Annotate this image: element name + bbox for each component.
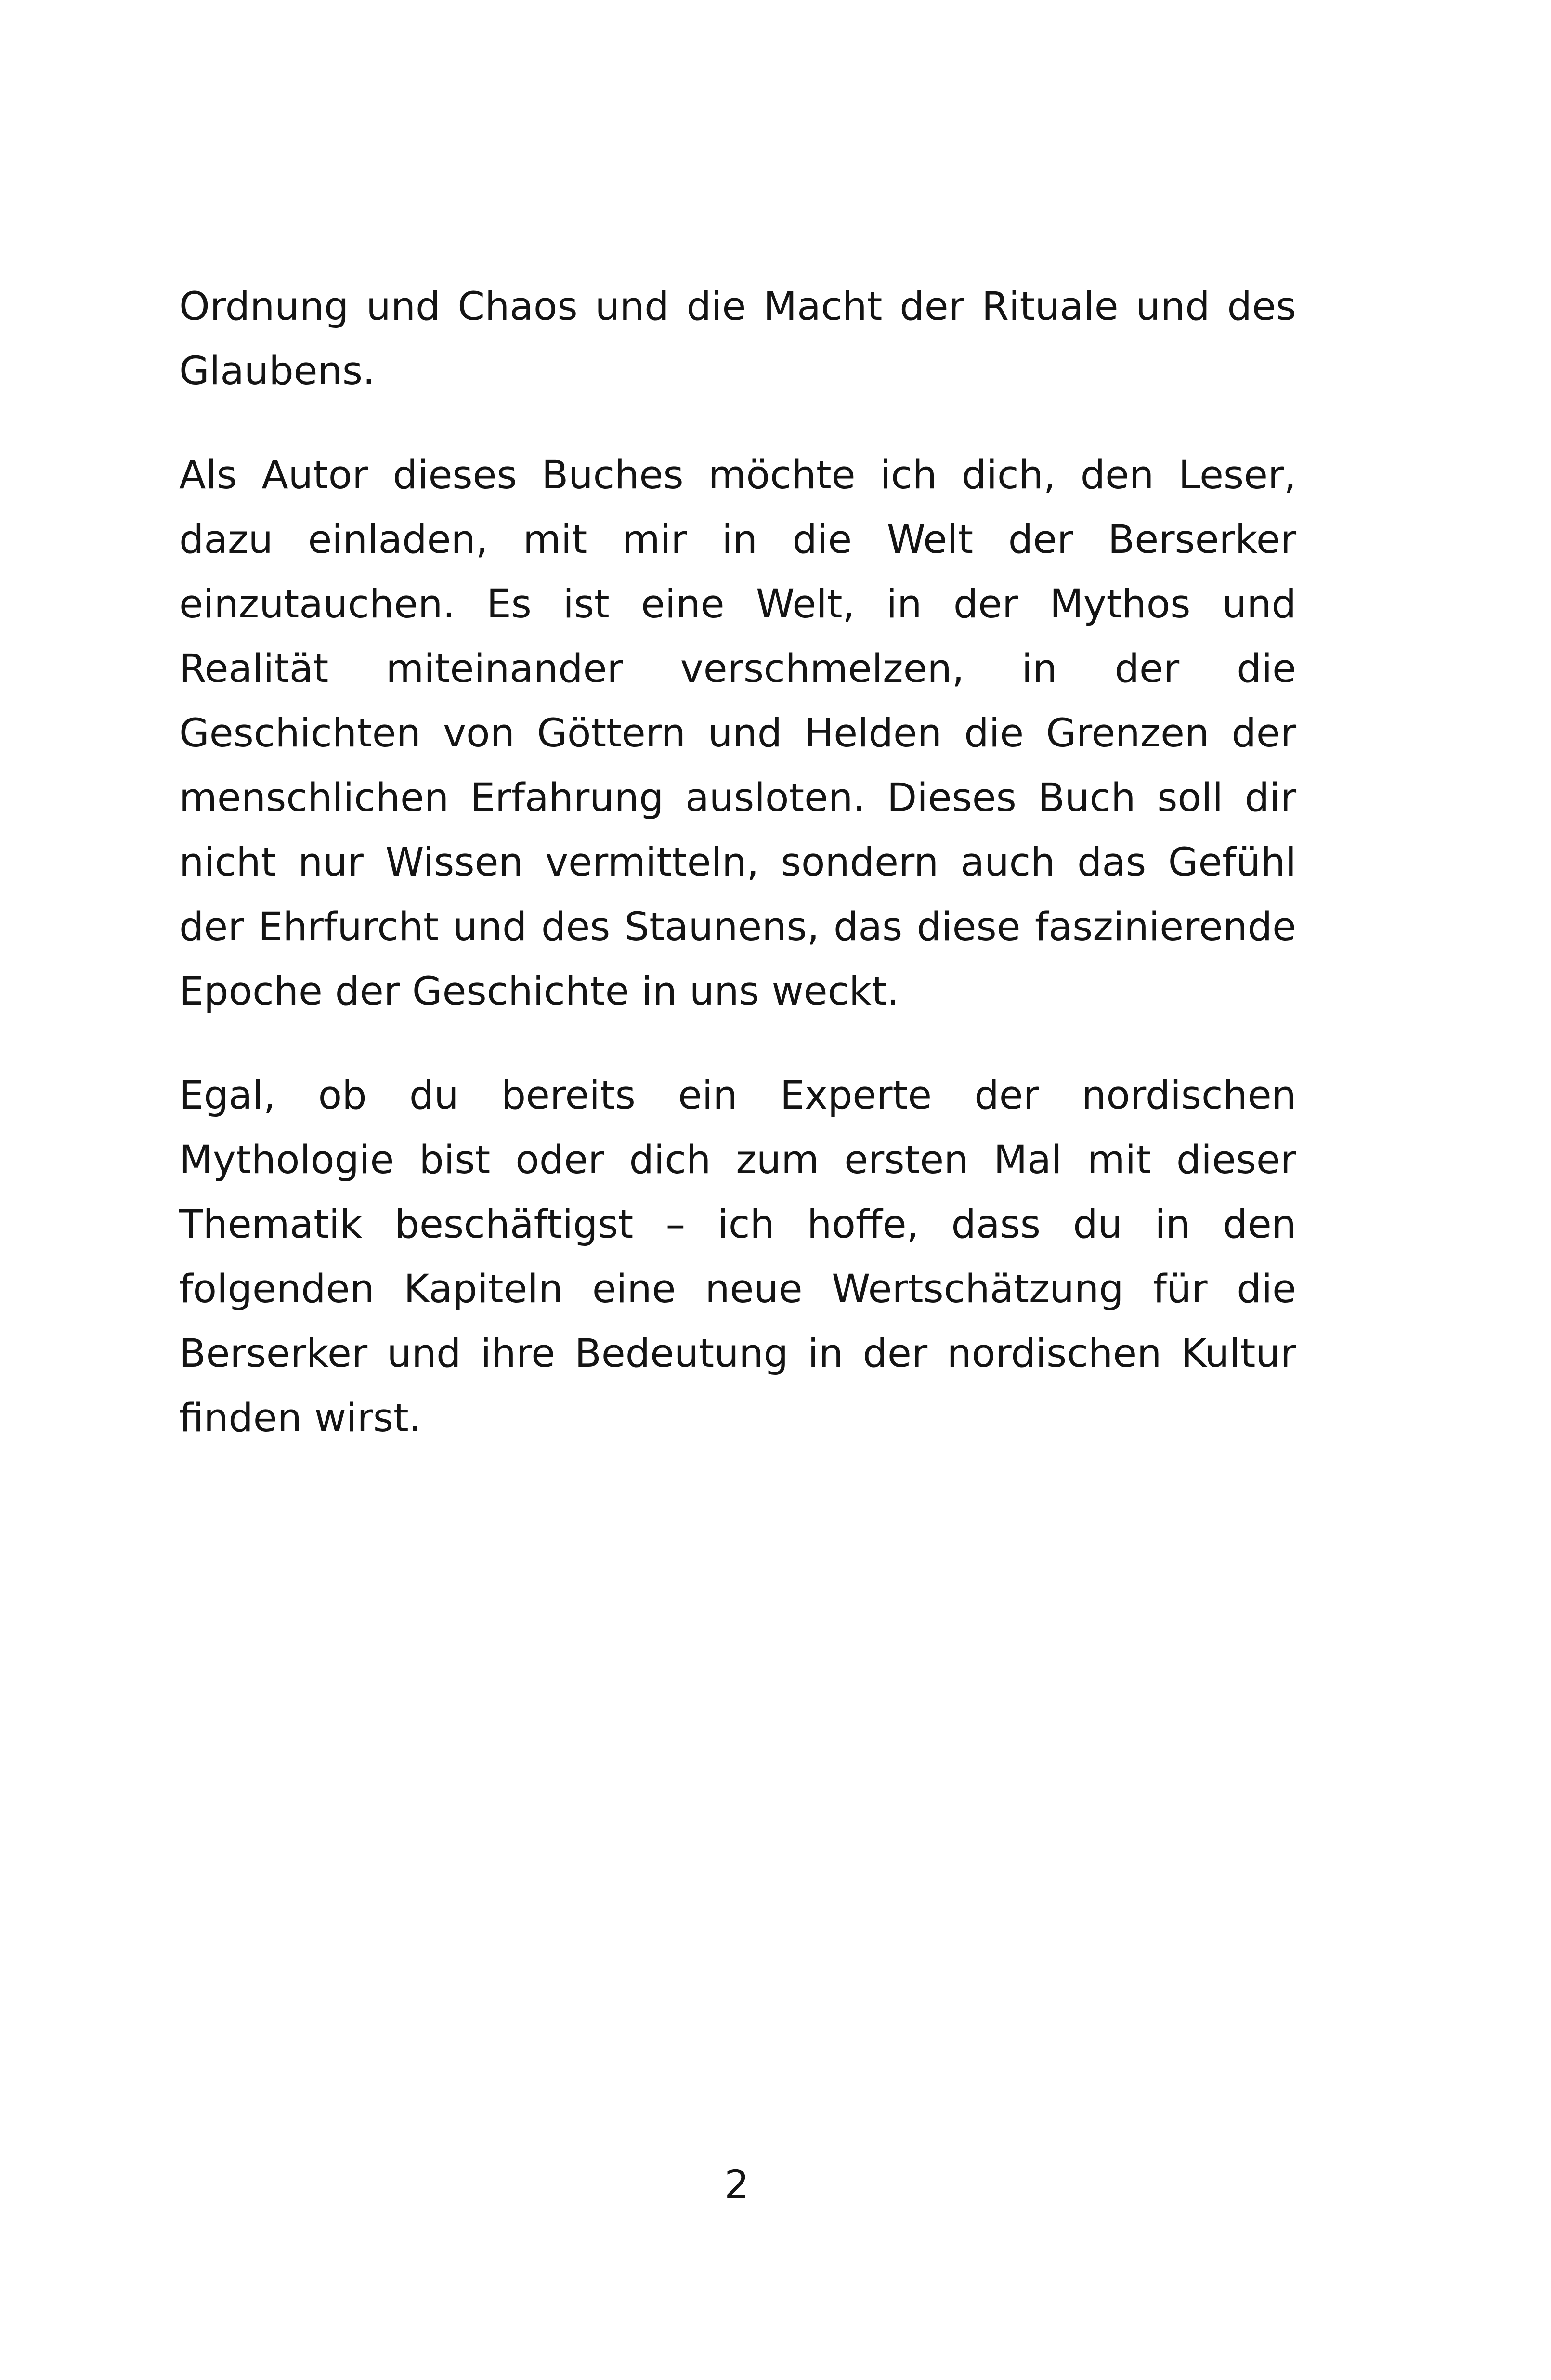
paragraph-3: Egal, ob du bereits ein Experte der nordischen Mythologie bist oder dich zum ersten Mal mit dieser Thematik beschäftigst – ich hoffe, dass du in den folgenden Kapiteln eine neue Wertschätzung für die Berserker und ihre Bedeutung in der nordischen Kultur finden wirst.	[179, 1073, 1296, 1441]
paragraph-1: Ordnung und Chaos und die Macht der Rituale und des Glaubens.	[179, 284, 1296, 394]
paragraph-2: Als Autor dieses Buches möchte ich dich, den Leser, dazu einladen, mit mir in die Welt der Berserker einzutauchen. Es ist eine Welt, in der Mythos und Realität miteinander verschmelzen, in der die Geschichten von Göttern und Helden die Grenzen der menschlichen Erfahrung ausloten. Dieses Buch soll dir nicht nur Wissen vermitteln, sondern auch das Gefühl der Ehrfurcht und des Staunens, das diese faszinierende Epoche der Geschichte in uns weckt.	[179, 453, 1296, 1014]
body-text	[179, 275, 1296, 1490]
page-number: 2	[724, 2162, 749, 2208]
